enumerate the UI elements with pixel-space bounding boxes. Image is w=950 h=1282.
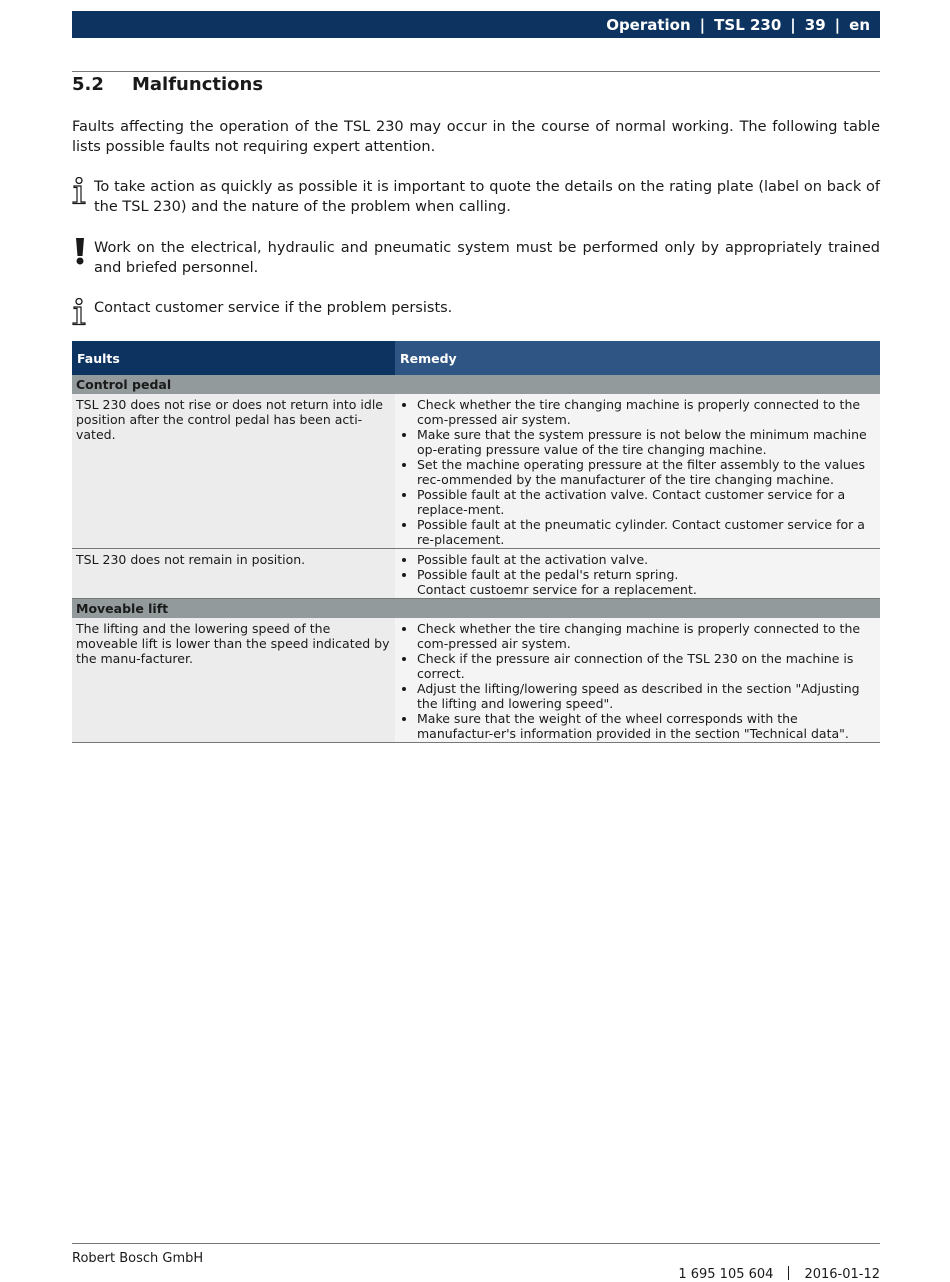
remedy-followup: Contact custoemr service for a replacement. (417, 582, 697, 597)
remedy-cell (395, 394, 880, 549)
table-group-row (72, 599, 880, 619)
list-item: • Possible fault at the pneumatic cylinder. Contact customer service for a re-placement. (417, 517, 876, 547)
note-warning-personnel (72, 238, 880, 278)
header-language: en (849, 15, 870, 34)
list-item: • Possible fault at the activation valve. (417, 552, 876, 567)
footer-separator (788, 1266, 789, 1280)
list-item: • Possible fault at the activation valve. Contact customer service for a replace-ment. (417, 487, 876, 517)
fault-cell: TSL 230 does not rise or does not return into idle position after the control pedal has been acti-vated. (72, 394, 395, 549)
section-title: Malfunctions (132, 74, 264, 95)
list-item: • Check if the pressure air connection of the TSL 230 on the machine is correct. (417, 651, 876, 681)
section-number: 5.2 (72, 74, 104, 95)
list-item: • Make sure that the system pressure is not below the minimum machine op-erating pressure value of the tire changing machine. (417, 427, 876, 457)
footer-doc-number: 1 695 105 604 (678, 1267, 774, 1282)
page-header (72, 11, 880, 38)
list-item: • Possible fault at the pedal's return spring. (417, 567, 876, 582)
warning-icon (72, 238, 88, 266)
header-product: TSL 230 (714, 15, 782, 34)
header-separator: | (790, 15, 796, 34)
section-rule (72, 71, 880, 72)
column-header-remedy: Remedy (395, 341, 880, 375)
footer-doc-info (670, 1251, 880, 1282)
table-row (72, 549, 880, 599)
table-header-row (72, 341, 880, 375)
list-item: • Set the machine operating pressure at the filter assembly to the values rec-ommended by the manufacturer of the tire changing machine. (417, 457, 876, 487)
fault-cell: The lifting and the lowering speed of the moveable lift is lower than the speed indicated by the manu-facturer. (72, 618, 395, 743)
note-text: Contact customer service if the problem persists. (94, 300, 453, 316)
remedy-list (399, 621, 876, 741)
header-separator: | (699, 15, 706, 34)
note-text: Work on the electrical, hydraulic and pneumatic system must be performed only by appropriately trained and briefed personnel. (94, 240, 880, 276)
list-item: • Adjust the lifting/lowering speed as described in the section "Adjusting the lifting and lowering speed". (417, 681, 876, 711)
table-row (72, 394, 880, 549)
column-header-faults: Faults (72, 341, 395, 375)
note-text: To take action as quickly as possible it is important to quote the details on the rating plate (label on back of the TSL 230) and the nature of the problem when calling. (94, 179, 880, 215)
header-separator: | (834, 15, 841, 34)
list-item: • Check whether the tire changing machine is properly connected to the com-pressed air system. (417, 397, 876, 427)
malfunctions-table (72, 341, 880, 743)
header-section: Operation (606, 15, 691, 34)
table-group-row (72, 375, 880, 394)
group-title: Control pedal (72, 375, 880, 394)
remedy-cell (395, 618, 880, 743)
group-title: Moveable lift (72, 599, 880, 619)
section-heading (72, 74, 263, 95)
note-info-rating-plate (72, 177, 880, 217)
header-page-number: 39 (804, 15, 826, 34)
remedy-list (399, 397, 876, 547)
footer-rule (72, 1243, 880, 1244)
remedy-cell (395, 549, 880, 599)
footer-company: Robert Bosch GmbH (72, 1251, 204, 1266)
list-item: • Make sure that the weight of the wheel corresponds with the manufactur-er's information provided in the section "Technical data". (417, 711, 876, 741)
info-icon (72, 177, 88, 205)
footer-date: 2016-01-12 (804, 1267, 880, 1282)
intro-paragraph: Faults affecting the operation of the TSL 230 may occur in the course of normal working. The following table lists possible faults not requiring expert attention. (72, 119, 880, 155)
info-icon (72, 298, 88, 326)
table-row (72, 618, 880, 743)
note-info-customer-service (72, 298, 880, 318)
list-item: • Check whether the tire changing machine is properly connected to the com-pressed air system. (417, 621, 876, 651)
fault-cell: TSL 230 does not remain in position. (72, 549, 395, 599)
remedy-list (399, 552, 876, 582)
